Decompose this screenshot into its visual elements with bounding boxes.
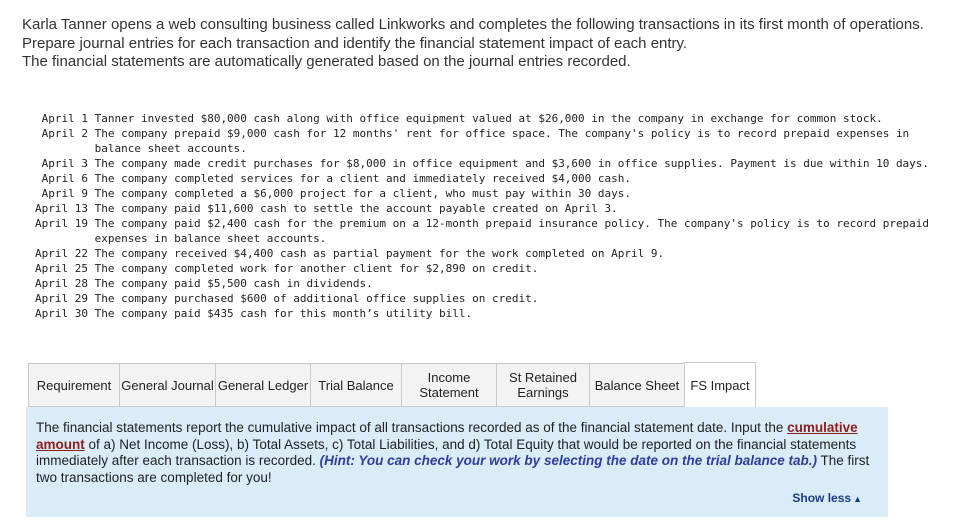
- transaction-date: April 30: [35, 307, 88, 320]
- tab-trial-balance[interactable]: Trial Balance: [310, 363, 401, 407]
- panel-text-2: of a) Net Income (Loss), b) Total Assets, c) Total Liabilities, and d) Total Equity that would be reported on the financial statements immediately after each transaction is recorded.: [36, 436, 857, 468]
- tab-requirement[interactable]: Requirement: [28, 363, 119, 407]
- transaction-row: [22, 261, 957, 276]
- transaction-text: The company prepaid $9,000 cash for 12 months' rent for office space. The company's policy is to record prepaid expenses in balance sheet accounts.: [94, 127, 910, 155]
- panel-text-1: The financial statements report the cumulative impact of all transactions recorded as of the financial statement date. Input the: [36, 420, 788, 435]
- transaction-row: [22, 306, 957, 321]
- transaction-row: [22, 156, 957, 171]
- intro-line-2: Prepare journal entries for each transaction and identify the financial statement impact of each entry.: [22, 34, 688, 52]
- transaction-text: The company made credit purchases for $8,000 in office equipment and $3,600 in office supplies. Payment is due within 10 days.: [94, 157, 930, 170]
- transaction-date: April 19: [35, 217, 88, 230]
- intro-line-1: Karla Tanner opens a web consulting business called Linkworks and completes the following transactions in its first month of operations.: [22, 16, 924, 33]
- transaction-row: [22, 246, 957, 261]
- transaction-text: The company paid $2,400 cash for the premium on a 12-month prepaid insurance policy. The company's policy is to record prepaid expenses in balance sheet accounts.: [94, 217, 930, 245]
- transaction-text: The company paid $11,600 cash to settle the account payable created on April 3.: [94, 202, 618, 215]
- transaction-date: April 9: [41, 187, 88, 200]
- transaction-text: The company received $4,400 cash as partial payment for the work completed on April 9.: [94, 247, 665, 260]
- triangle-up-icon: ▲: [853, 493, 862, 504]
- transaction-list: [22, 111, 957, 321]
- transaction-text: The company completed services for a client and immediately received $4,000 cash.: [94, 172, 632, 185]
- tab-general-journal[interactable]: General Journal: [119, 363, 215, 407]
- hint-text: (Hint: You can check your work by selecting the date on the trial balance tab.): [319, 453, 817, 468]
- tab-general-ledger[interactable]: General Ledger: [215, 363, 310, 407]
- transaction-text: The company purchased $600 of additional office supplies on credit.: [94, 292, 539, 305]
- transaction-row: [22, 186, 957, 201]
- intro-line-3: The financial statements are automatically generated based on the journal entries recorded.: [22, 53, 631, 70]
- tab-balance-sheet[interactable]: Balance Sheet: [589, 363, 684, 407]
- transaction-date: April 22: [35, 247, 88, 260]
- tab-bar: [28, 363, 756, 408]
- transaction-date: April 3: [41, 157, 88, 170]
- show-less-label: Show less: [792, 490, 852, 505]
- transaction-date: April 6: [41, 172, 88, 185]
- transaction-text: The company paid $5,500 cash in dividends.: [94, 277, 373, 290]
- transaction-text: The company completed a $6,000 project for a client, who must pay within 30 days.: [94, 187, 632, 200]
- instructions: [22, 16, 952, 72]
- panel-text-3: The first two transactions are completed for you!: [36, 453, 870, 485]
- transaction-text: The company completed work for another client for $2,890 on credit.: [94, 262, 539, 275]
- tab-income-statement[interactable]: Income Statement: [401, 363, 496, 407]
- transaction-row: [22, 171, 957, 186]
- transaction-date: April 2: [41, 127, 88, 140]
- transaction-row: [22, 291, 957, 306]
- show-less-button[interactable]: [792, 490, 862, 508]
- transaction-row: [22, 126, 957, 156]
- fs-impact-panel: [26, 407, 888, 517]
- transaction-text: Tanner invested $80,000 cash along with office equipment valued at $26,000 in the company in exchange for common stock.: [94, 112, 883, 125]
- tab-fs-impact[interactable]: FS Impact: [684, 362, 756, 408]
- transaction-date: April 1: [41, 112, 88, 125]
- transaction-date: April 25: [35, 262, 88, 275]
- transaction-row: [22, 201, 957, 216]
- transaction-date: April 28: [35, 277, 88, 290]
- transaction-date: April 13: [35, 202, 88, 215]
- cumulative-amount-emphasis: cumulative amount: [36, 420, 858, 452]
- transaction-row: [22, 276, 957, 291]
- transaction-row: [22, 111, 957, 126]
- transaction-date: April 29: [35, 292, 88, 305]
- transaction-text: The company paid $435 cash for this month’s utility bill.: [94, 307, 473, 320]
- transaction-row: [22, 216, 957, 246]
- tab-st-retained-earnings[interactable]: St Retained Earnings: [496, 363, 589, 407]
